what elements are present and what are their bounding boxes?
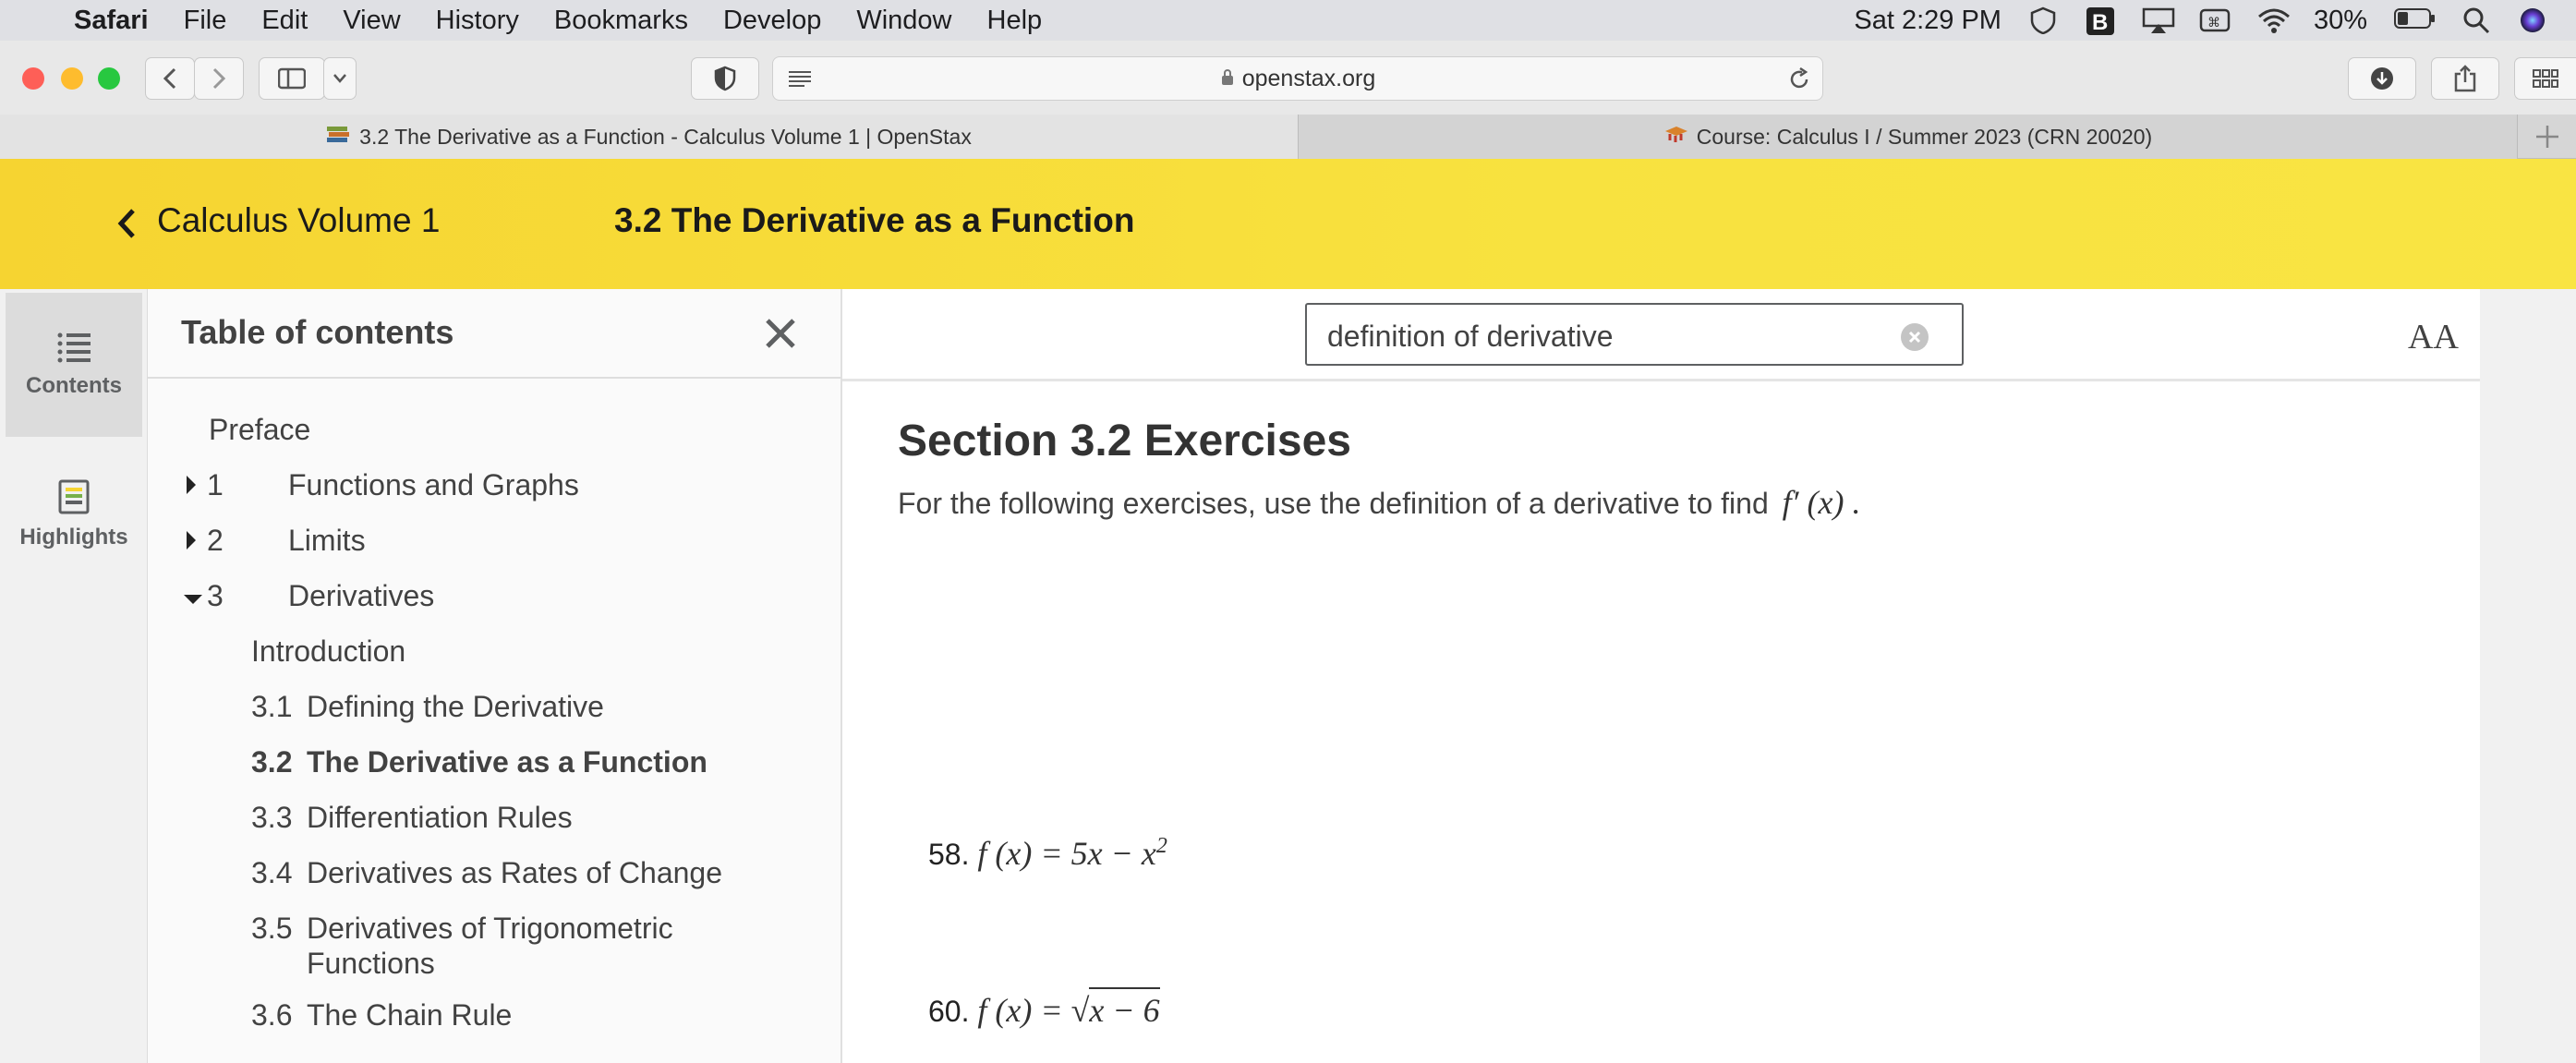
tab-openstax[interactable] [0, 115, 1299, 159]
menu-history[interactable]: History [435, 5, 519, 35]
share-button[interactable] [2431, 57, 2499, 100]
toc-chapter-label: Functions and Graphs [288, 468, 579, 501]
menu-help[interactable]: Help [986, 5, 1043, 35]
toc-chapter-label: Derivatives [288, 579, 435, 612]
chevron-left-icon [162, 67, 178, 90]
sqrt-symbol: √ [1070, 992, 1090, 1029]
toc-section-3-2-active[interactable]: 3.2 The Derivative as a Function [251, 745, 707, 779]
search-input-value: definition of derivative [1327, 320, 1614, 353]
toc-title: Table of contents [181, 313, 454, 351]
macos-menubar [0, 0, 2576, 41]
battery-icon[interactable] [2393, 6, 2436, 34]
caret-right-icon [185, 475, 198, 495]
toc-item-introduction[interactable]: Introduction [251, 634, 406, 668]
siri-icon[interactable] [2519, 6, 2550, 34]
minimize-window-button[interactable] [61, 67, 83, 90]
spotlight-search-icon[interactable] [2461, 6, 2493, 34]
toc-section-3-3[interactable]: 3.3 Differentiation Rules [251, 801, 573, 834]
toc-section-3-1[interactable]: 3.1 Defining the Derivative [251, 690, 604, 723]
lock-icon [1220, 66, 1235, 92]
search-input[interactable] [1305, 303, 1964, 366]
exercise-formula: f (x) = √x − 6 [977, 992, 1159, 1029]
sidebar-toggle-button[interactable] [259, 57, 325, 100]
contents-button[interactable] [6, 293, 142, 437]
derivative-notation: f′ (x) . [1782, 484, 1861, 521]
url-text: openstax.org [1241, 65, 1376, 91]
menu-view[interactable]: View [343, 5, 401, 35]
menu-bookmarks[interactable]: Bookmarks [553, 5, 688, 35]
share-icon [2453, 65, 2477, 92]
menu-app-safari[interactable]: Safari [74, 5, 149, 35]
tab-label: Course: Calculus I / Summer 2023 (CRN 20020) [1696, 124, 2153, 149]
exercise-formula: f $(x) = 5x - x^2$ [977, 834, 1167, 872]
toc-chapter-1[interactable]: 1 Functions and Graphs [185, 468, 224, 502]
sidebar-icon [278, 67, 306, 90]
graduation-cap-icon [1663, 124, 1689, 150]
menu-window[interactable]: Window [856, 5, 952, 35]
contents-label: Contents [26, 373, 122, 398]
battery-percent[interactable]: 30% [2313, 5, 2367, 35]
zoom-window-button[interactable] [98, 67, 120, 90]
list-icon [55, 331, 92, 364]
shield-link-icon[interactable] [2027, 6, 2059, 34]
downloads-button[interactable] [2348, 57, 2416, 100]
highlights-label: Highlights [19, 525, 128, 550]
clear-search-icon[interactable] [1901, 323, 1929, 351]
sidebar-menu-button[interactable] [323, 57, 357, 100]
tab-course[interactable] [1299, 115, 2518, 159]
chevron-down-icon [333, 73, 347, 84]
toc-chapter-3[interactable]: 3 Derivatives [183, 579, 224, 613]
toc-chapter-label: Limits [288, 524, 366, 557]
page-title: 3.2 The Derivative as a Function [614, 201, 1135, 239]
toc-section-3-5[interactable]: 3.5 Derivatives of Trigonometric Functions [251, 912, 673, 980]
book-title-link[interactable]: Calculus Volume 1 [157, 201, 441, 239]
chevron-left-icon[interactable] [115, 207, 139, 240]
highlights-notebook-icon [55, 478, 92, 515]
page-content [842, 381, 2480, 1063]
forward-button[interactable] [194, 57, 244, 100]
svg-text:⌘: ⌘ [2207, 15, 2220, 30]
reload-icon[interactable] [1787, 67, 1811, 98]
browser-toolbar [0, 41, 2576, 115]
wifi-icon[interactable] [2256, 6, 2288, 34]
table-of-contents [148, 289, 842, 1063]
download-icon [2369, 66, 2395, 91]
highlights-button[interactable] [6, 442, 142, 586]
content-topbar [842, 289, 2480, 381]
menu-develop[interactable]: Develop [722, 5, 822, 35]
toc-chapter-2[interactable]: 2 Limits [185, 524, 224, 558]
privacy-report-button[interactable] [691, 57, 759, 100]
reader-view-icon[interactable] [786, 68, 814, 95]
toc-section-3-6[interactable]: 3.6 The Chain Rule [251, 998, 513, 1032]
exercise-58: 58. f $(x) = 5x - x^2$ [928, 834, 1167, 872]
section-heading: Section 3.2 Exercises [898, 417, 1351, 465]
caret-right-icon [185, 530, 198, 550]
exercise-instructions: For the following exercises, use the definition of a derivative to find f′ (x) . [898, 484, 1861, 521]
keyboard-icon[interactable] [2199, 6, 2231, 34]
book-stack-icon [326, 125, 350, 150]
tab-bar [0, 115, 2576, 159]
tab-overview-button[interactable] [2514, 57, 2576, 100]
app-b-icon[interactable] [2085, 6, 2116, 34]
menu-file[interactable]: File [183, 5, 227, 35]
menu-edit[interactable]: Edit [261, 5, 308, 35]
menubar-clock[interactable]: Sat 2:29 PM [1854, 5, 2002, 35]
text-size-button[interactable]: AA [2408, 318, 2459, 356]
svg-text:B: B [2091, 10, 2109, 35]
tab-label: 3.2 The Derivative as a Function - Calculus Volume 1 | OpenStax [359, 124, 972, 149]
toc-item-preface[interactable]: Preface [209, 413, 311, 446]
right-gutter [2480, 289, 2576, 1063]
grid-icon [2533, 69, 2558, 88]
back-button[interactable] [145, 57, 195, 100]
chevron-right-icon [211, 67, 227, 90]
privacy-shield-icon [713, 66, 737, 91]
toc-section-3-4[interactable]: 3.4 Derivatives as Rates of Change [251, 856, 722, 889]
new-tab-button[interactable] [2518, 115, 2576, 159]
address-bar[interactable] [772, 56, 1823, 101]
exercise-60: 60. f (x) = √x − 6 [928, 987, 1160, 1030]
airplay-icon[interactable] [2142, 6, 2173, 34]
toc-header [148, 289, 841, 379]
toolbar-rail [0, 289, 148, 1063]
plus-icon [2534, 123, 2561, 151]
close-window-button[interactable] [22, 67, 44, 90]
close-icon[interactable] [762, 315, 799, 352]
book-header [0, 159, 2576, 289]
caret-down-icon [183, 593, 203, 606]
